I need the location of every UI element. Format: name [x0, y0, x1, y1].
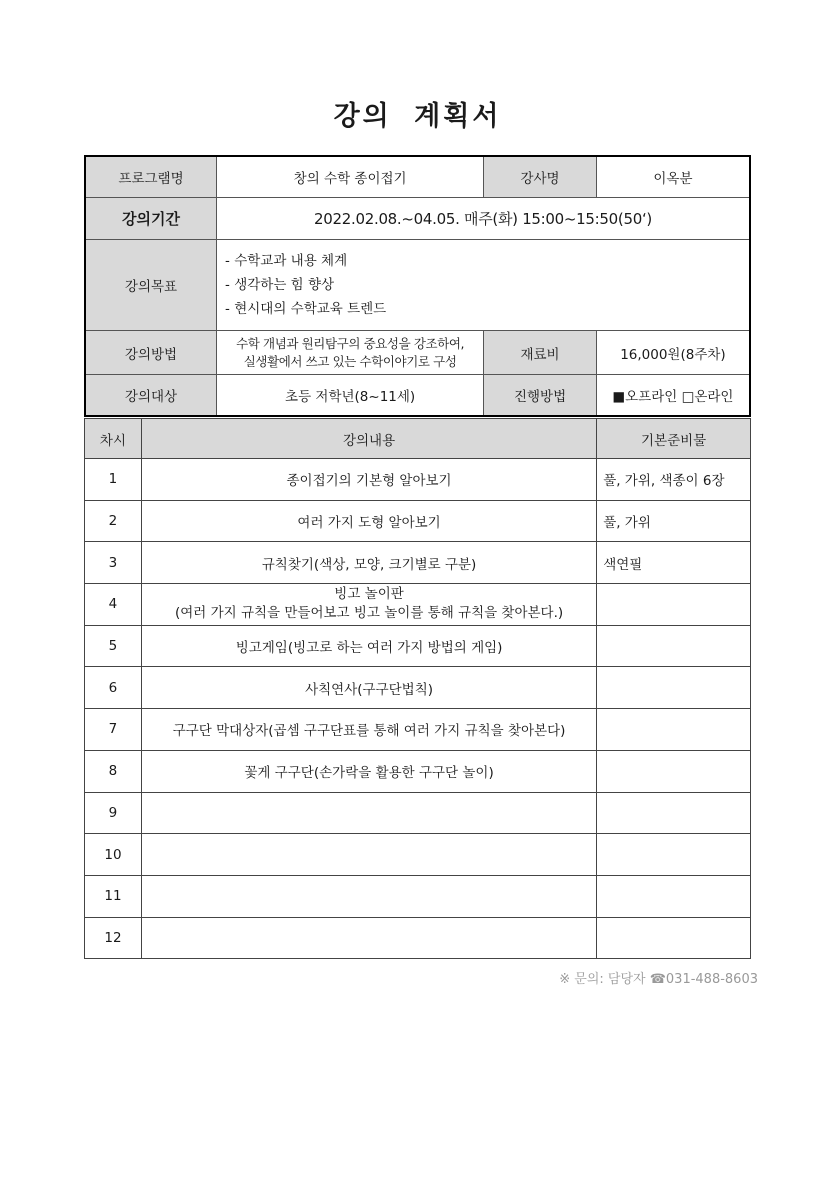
session-materials [597, 875, 751, 917]
session-number: 12 [85, 917, 142, 959]
goal-list [217, 240, 750, 331]
table-row [85, 459, 751, 501]
session-materials: 풀, 가위 [597, 500, 751, 542]
method-value [217, 331, 484, 375]
header-content: 강의내용 [141, 419, 596, 459]
mode-label: 진행방법 [484, 375, 597, 417]
instructor-label: 강사명 [484, 156, 597, 198]
session-content [141, 917, 596, 959]
session-materials [597, 709, 751, 751]
session-content [141, 584, 596, 626]
period-label: 강의기간 [85, 198, 217, 240]
session-number: 1 [85, 459, 142, 501]
table-row [85, 667, 751, 709]
session-number: 2 [85, 500, 142, 542]
info-table [84, 155, 751, 417]
session-number: 6 [85, 667, 142, 709]
table-row [85, 500, 751, 542]
session-content: 규칙찾기(색상, 모양, 크기별로 구분) [141, 542, 596, 584]
instructor-value: 이옥분 [596, 156, 750, 198]
session-materials: 색연필 [597, 542, 751, 584]
table-row [85, 584, 751, 626]
session-number: 8 [85, 750, 142, 792]
session-content-line: 빙고 놀이판 [334, 586, 404, 603]
fee-value: 16,000원(8주차) [596, 331, 750, 375]
method-label: 강의방법 [85, 331, 217, 375]
goal-label: 강의목표 [85, 240, 217, 331]
session-materials [597, 834, 751, 876]
header-materials: 기본준비물 [597, 419, 751, 459]
goal-item: - 현시대의 수학교육 트렌드 [225, 301, 387, 317]
table-row [85, 834, 751, 876]
session-materials: 풀, 가위, 색종이 6장 [597, 459, 751, 501]
mode-value: ■오프라인 □온라인 [596, 375, 750, 417]
session-content [141, 834, 596, 876]
session-content [141, 875, 596, 917]
contact-note: ※ 문의: 담당자 ☎031-488-8603 [559, 972, 758, 987]
session-content: 종이접기의 기본형 알아보기 [141, 459, 596, 501]
table-row [85, 792, 751, 834]
session-materials [597, 584, 751, 626]
table-row [85, 709, 751, 751]
session-materials [597, 625, 751, 667]
session-content-line: (여러 가지 규칙을 만들어보고 빙고 놀이를 통해 규칙을 찾아본다.) [174, 605, 564, 622]
table-row [85, 875, 751, 917]
session-content: 빙고게임(빙고로 하는 여러 가지 방법의 게임) [141, 625, 596, 667]
session-number: 11 [85, 875, 142, 917]
header-session: 차시 [85, 419, 142, 459]
session-materials [597, 750, 751, 792]
method-line: 실생활에서 쓰고 있는 수학이야기로 구성 [243, 353, 457, 369]
program-label: 프로그램명 [85, 156, 217, 198]
session-number: 5 [85, 625, 142, 667]
session-number: 4 [85, 584, 142, 626]
target-value: 초등 저학년(8~11세) [217, 375, 484, 417]
table-row [85, 542, 751, 584]
method-line: 수학 개념과 원리탐구의 중요성을 강조하여, [236, 335, 465, 351]
info-row-goal [85, 240, 750, 331]
session-number: 3 [85, 542, 142, 584]
goal-item: - 생각하는 힘 향상 [225, 277, 335, 293]
table-row [85, 917, 751, 959]
page-title: 강의 계획서 [333, 101, 502, 132]
schedule-table [84, 418, 751, 959]
info-row-method [85, 331, 750, 375]
session-materials [597, 917, 751, 959]
session-content: 꽃게 구구단(손가락을 활용한 구구단 놀이) [141, 750, 596, 792]
target-label: 강의대상 [85, 375, 217, 417]
info-row-period [85, 198, 750, 240]
period-value: 2022.02.08.~04.05. 매주(화) 15:00~15:50(50‘) [217, 198, 750, 240]
session-materials [597, 792, 751, 834]
session-number: 10 [85, 834, 142, 876]
table-row [85, 750, 751, 792]
schedule-header-row [85, 419, 751, 459]
fee-label: 재료비 [484, 331, 597, 375]
session-content: 여러 가지 도형 알아보기 [141, 500, 596, 542]
info-row-program [85, 156, 750, 198]
table-row [85, 625, 751, 667]
session-materials [597, 667, 751, 709]
session-content: 사칙연사(구구단법칙) [141, 667, 596, 709]
goal-item: - 수학교과 내용 체계 [225, 253, 348, 269]
program-value: 창의 수학 종이접기 [217, 156, 484, 198]
session-content: 구구단 막대상자(곱셈 구구단표를 통해 여러 가지 규칙을 찾아본다) [141, 709, 596, 751]
session-content [141, 792, 596, 834]
session-number: 7 [85, 709, 142, 751]
info-row-target [85, 375, 750, 417]
session-number: 9 [85, 792, 142, 834]
